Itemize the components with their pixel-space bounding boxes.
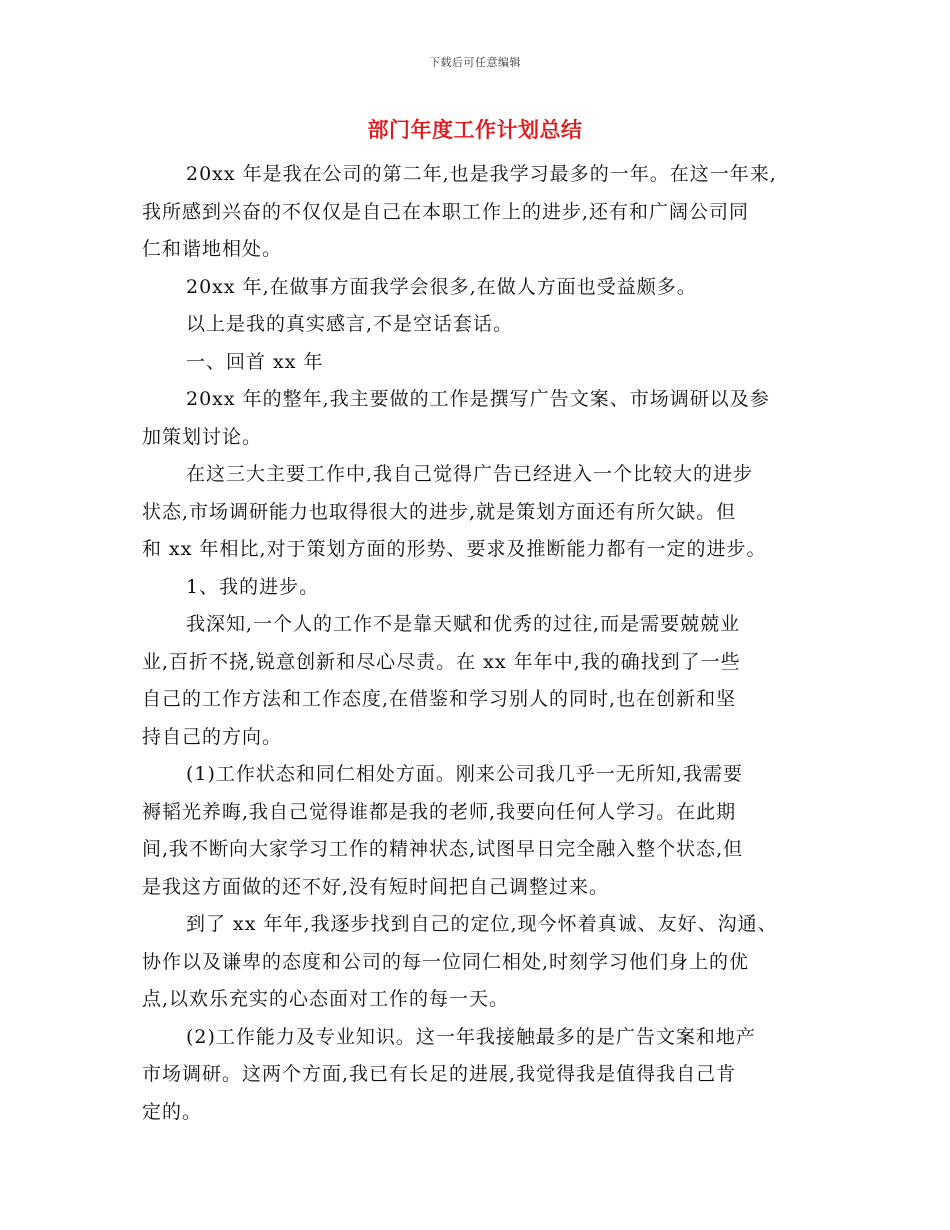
text-line: 以上是我的真实感言,不是空话套话。 <box>186 313 514 335</box>
text-line: 1、我的进步。 <box>186 575 320 598</box>
text-line: 20xx 年,在做事方面我学会很多,在做人方面也受益颇多。 <box>186 275 697 298</box>
subsection-heading <box>142 569 824 607</box>
text-line: 协作以及谦卑的态度和公司的每一位同仁相处,时刻学习他们身上的优 <box>142 950 750 973</box>
text-line: 加策划讨论。 <box>142 425 263 448</box>
document-body <box>142 156 824 1131</box>
text-line: 是我这方面做的还不好,没有短时间把自己调整过来。 <box>142 875 610 898</box>
text-line: 自己的工作方法和工作态度,在借鉴和学习别人的同时,也在创新和坚 <box>142 688 737 710</box>
text-line: (1)工作状态和同仁相处方面。刚来公司我几乎一无所知,我需要 <box>186 763 743 785</box>
text-line: 持自己的方向。 <box>142 725 283 748</box>
text-line: 褥韬光养晦,我自己觉得谁都是我的老师,我要向任何人学习。在此期 <box>142 800 737 823</box>
text-line: 状态,市场调研能力也取得很大的进步,就是策划方面还有所欠缺。但 <box>142 500 737 523</box>
text-line: 20xx 年的整年,我主要做的工作是撰写广告文案、市场调研以及参 <box>186 388 770 410</box>
text-line: 20xx 年是我在公司的第二年,也是我学习最多的一年。在这一年来, <box>186 163 777 185</box>
text-line: 到了 xx 年年,我逐步找到自己的定位,现今怀着真诚、友好、沟通、 <box>186 913 778 935</box>
text-line: 业,百折不挠,锐意创新和尽心尽责。在 xx 年年中,我的确找到了一些 <box>142 650 741 673</box>
text-line: 市场调研。这两个方面,我已有长足的进展,我觉得我是值得我自己肯 <box>142 1063 737 1085</box>
paragraph <box>142 456 824 569</box>
paragraph <box>142 269 824 307</box>
text-line: 点,以欢乐充实的心态面对工作的每一天。 <box>142 988 510 1010</box>
text-line: 我所感到兴奋的不仅仅是自己在本职工作上的进步,还有和广阔公司同 <box>142 200 750 223</box>
paragraph <box>142 606 824 756</box>
text-line: 仁和谐地相处。 <box>142 238 283 260</box>
text-line: 和 xx 年相比,对于策划方面的形势、要求及推断能力都有一定的进步。 <box>142 538 767 560</box>
paragraph <box>142 756 824 906</box>
text-line: (2)工作能力及专业知识。这一年我接触最多的是广告文案和地产 <box>186 1025 756 1048</box>
paragraph <box>142 906 824 1019</box>
text-line: 定的。 <box>142 1100 203 1123</box>
paragraph-intro <box>142 156 824 269</box>
paragraph <box>142 381 824 456</box>
section-heading <box>142 344 824 382</box>
paragraph <box>142 1019 824 1132</box>
paragraph <box>142 306 824 344</box>
text-line: 间,我不断向大家学习工作的精神状态,试图早日完全融入整个状态,但 <box>142 838 744 860</box>
text-line: 我深知,一个人的工作不是靠天赋和优秀的过往,而是需要兢兢业 <box>186 613 741 635</box>
text-line: 在这三大主要工作中,我自己觉得广告已经进入一个比较大的进步 <box>186 463 754 485</box>
document-title: 部门年度工作计划总结 <box>367 117 583 142</box>
page-header-note: 下载后可任意编辑 <box>429 56 521 69</box>
text-line: 一、回首 xx 年 <box>186 350 324 373</box>
